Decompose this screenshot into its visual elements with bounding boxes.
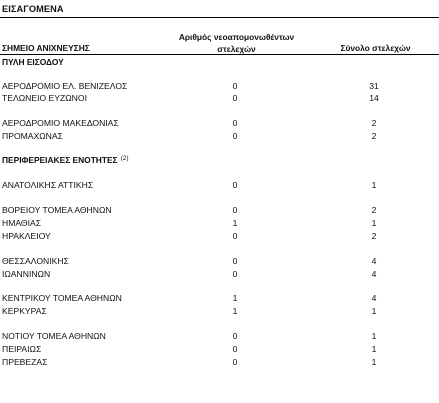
row-newly-count: 0 [232,331,238,341]
table-row [0,331,439,343]
table-title: ΕΙΣΑΓΟΜΕΝΑ [2,4,64,14]
section-heading-regional-units-label: ΠΕΡΙΦΕΡΕΙΑΚΕΣ ΕΝΟΤΗΤΕΣ [2,155,118,165]
row-place: ΗΜΑΘΙΑΣ [2,218,42,228]
table-row [0,81,439,93]
row-newly-count: 0 [232,180,238,190]
table-row [0,131,439,143]
row-place: ΠΕΙΡΑΙΩΣ [2,344,42,354]
footnote-marker: (2) [120,155,129,162]
column-header-newly-isolated [164,31,309,55]
row-total-count: 31 [369,81,379,91]
title-divider [0,17,439,18]
row-newly-count: 0 [232,81,238,91]
row-place: ΙΩΑΝΝΙΝΩΝ [2,269,51,279]
table-row [0,180,439,192]
row-total-count: 1 [371,180,377,190]
row-total-count: 4 [371,269,377,279]
row-total-count: 4 [371,256,377,266]
table-row [0,269,439,281]
row-total-count: 1 [371,218,377,228]
table-row [0,118,439,130]
row-place: ΗΡΑΚΛΕΙΟΥ [2,231,51,241]
column-header-total-strains: Σύνολο στελεχών [340,43,411,53]
row-total-count: 2 [371,231,377,241]
column-header-newly-isolated-line1: Αριθμός νεοαπομονωθέντων [178,32,295,42]
table-row [0,344,439,356]
row-newly-count: 0 [232,131,238,141]
row-total-count: 1 [371,344,377,354]
row-place: ΠΡΕΒΕΖΑΣ [2,357,48,367]
table-row [0,231,439,243]
row-total-count: 1 [371,331,377,341]
column-header-detection-point: ΣΗΜΕΙΟ ΑΝΙΧΝΕΥΣΗΣ [2,43,90,53]
row-newly-count: 1 [232,218,238,228]
row-newly-count: 0 [232,205,238,215]
row-total-count: 2 [371,131,377,141]
table-row [0,306,439,318]
row-total-count: 4 [371,293,377,303]
row-place: ΝΟΤΙΟΥ ΤΟΜΕΑ ΑΘΗΝΩΝ [2,331,106,341]
table-row [0,256,439,268]
column-header-newly-isolated-line2: στελεχών [217,44,256,54]
row-newly-count: 0 [232,231,238,241]
row-total-count: 14 [369,93,379,103]
row-newly-count: 0 [232,93,238,103]
table-row [0,357,439,369]
row-total-count: 2 [371,118,377,128]
row-newly-count: 0 [232,118,238,128]
row-place: ΒΟΡΕΙΟΥ ΤΟΜΕΑ ΑΘΗΝΩΝ [2,205,112,215]
table-row [0,218,439,230]
table-row [0,205,439,217]
row-place: ΚΕΡΚΥΡΑΣ [2,306,47,316]
row-place: ΠΡΟΜΑΧΩΝΑΣ [2,131,63,141]
row-place: ΘΕΣΣΑΛΟΝΙΚΗΣ [2,256,69,266]
header-divider [0,54,439,55]
row-newly-count: 1 [232,306,238,316]
row-place: ΚΕΝΤΡΙΚΟΥ ΤΟΜΕΑ ΑΘΗΝΩΝ [2,293,122,303]
row-newly-count: 0 [232,357,238,367]
row-newly-count: 0 [232,256,238,266]
row-total-count: 1 [371,306,377,316]
section-heading-regional-units [2,155,129,165]
row-place: ΑΕΡΟΔΡΟΜΙΟ ΕΛ. ΒΕΝΙΖΕΛΟΣ [2,81,128,91]
section-heading-entry-point: ΠΥΛΗ ΕΙΣΟΔΟΥ [2,57,64,67]
row-newly-count: 0 [232,269,238,279]
row-place: ΤΕΛΩΝΕΙΟ ΕΥΖΩΝΟΙ [2,93,87,103]
row-total-count: 1 [371,357,377,367]
row-newly-count: 0 [232,344,238,354]
table-row [0,93,439,105]
row-place: ΑΕΡΟΔΡΟΜΙΟ ΜΑΚΕΔΟΝΙΑΣ [2,118,119,128]
row-place: ΑΝΑΤΟΛΙΚΗΣ ΑΤΤΙΚΗΣ [2,180,94,190]
row-newly-count: 1 [232,293,238,303]
table-row [0,293,439,305]
row-total-count: 2 [371,205,377,215]
